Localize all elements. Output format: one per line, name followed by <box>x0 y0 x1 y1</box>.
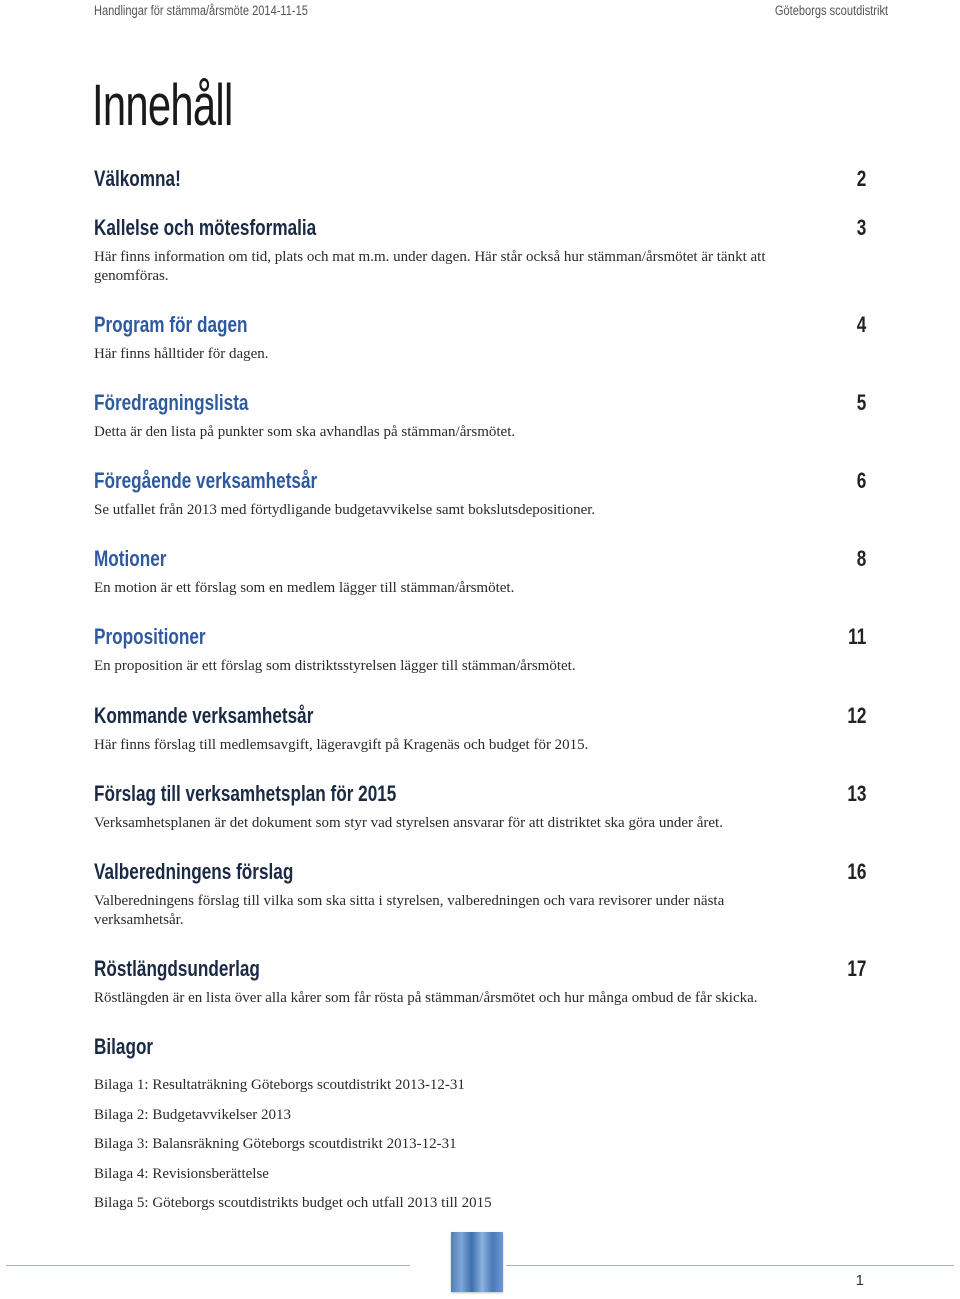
toc-entry-title: Föredragningslista <box>94 390 249 415</box>
page-number: 1 <box>855 1272 864 1289</box>
toc-entry-description: Här finns förslag till medlemsavgift, lägeravgift på Kragenäs och budget för 2015. <box>94 737 589 753</box>
toc-entry-description: En motion är ett förslag som en medlem lägger till stämman/årsmötet. <box>94 580 515 596</box>
page-title: Innehåll <box>92 73 233 138</box>
attachment-item: Bilaga 5: Göteborgs scoutdistrikts budget och utfall 2013 till 2015 <box>94 1195 492 1211</box>
footer-divider-left <box>6 1265 410 1266</box>
toc-entry-page: 2 <box>856 166 866 191</box>
toc-entry-page: 13 <box>846 781 866 806</box>
toc-entry-title: Föregående verksamhetsår <box>94 468 318 493</box>
toc-entry-title: Förslag till verksamhetsplan för 2015 <box>94 781 397 806</box>
toc-entry-propositioner[interactable] <box>94 623 866 676</box>
toc-entry-motioner[interactable] <box>94 545 866 598</box>
header-organization: Göteborgs scoutdistrikt <box>774 2 888 18</box>
toc-entry-page: 17 <box>846 956 866 981</box>
toc-entry-title: Kallelse och mötesformalia <box>94 215 317 240</box>
toc-entry-foregaende[interactable] <box>94 467 866 520</box>
toc-entry-title: Motioner <box>94 546 167 571</box>
attachment-item: Bilaga 1: Resultaträkning Göteborgs scoutdistrikt 2013-12-31 <box>94 1077 465 1093</box>
toc-entry-description: Här finns hålltider för dagen. <box>94 346 269 362</box>
toc-entry-kommande[interactable] <box>94 702 866 755</box>
toc-entry-page: 6 <box>856 468 866 493</box>
attachment-item: Bilaga 4: Revisionsberättelse <box>94 1165 269 1182</box>
footer-logo-graphic <box>451 1232 503 1292</box>
toc-entry-title: Valberedningens förslag <box>94 859 294 884</box>
attachment-item: Bilaga 3: Balansräkning Göteborgs scoutdistrikt 2013-12-31 <box>94 1136 457 1152</box>
toc-entry-page: 16 <box>846 859 866 884</box>
attachment-item: Bilaga 2: Budgetavvikelser 2013 <box>94 1106 292 1123</box>
toc-entry-page: 12 <box>846 703 866 728</box>
page-header <box>94 0 888 20</box>
toc-entry-title: Kommande verksamhetsår <box>94 703 314 728</box>
toc-entry-description: Här finns information om tid, plats och mat m.m. under dagen. Här står också hur stämman/årsmötet är tänkt att genomföras. <box>94 249 766 284</box>
toc-entry-description: Verksamhetsplanen är det dokument som styr vad styrelsen ansvarar för att distriktet ska göra under året. <box>94 815 723 831</box>
bilagor-heading: Bilagor <box>94 1034 154 1059</box>
toc-entry-valberedning[interactable] <box>94 858 866 930</box>
header-document-title: Handlingar för stämma/årsmöte 2014-11-15 <box>94 2 308 18</box>
toc-entry-verksamhetsplan[interactable] <box>94 780 866 833</box>
toc-entry-description: Röstlängden är en lista över alla kårer som får rösta på stämman/årsmötet och hur många ombud de får skicka. <box>94 990 758 1006</box>
toc-entry-foredragningslista[interactable] <box>94 389 866 442</box>
toc-entry-description: En proposition är ett förslag som distriktsstyrelsen lägger till stämman/årsmötet. <box>94 658 576 674</box>
toc-entry-page: 3 <box>856 215 866 240</box>
toc-entry-rostlangd[interactable] <box>94 955 866 1008</box>
toc-entry-page: 4 <box>856 312 866 337</box>
toc-entry-description: Valberedningens förslag till vilka som ska sitta i styrelsen, valberedningen och vara revisorer under nästa verksamhetsår. <box>94 893 725 928</box>
toc-entry-title: Röstlängdsunderlag <box>94 956 260 981</box>
toc-entry-page: 8 <box>856 546 866 571</box>
attachment-list <box>94 1071 492 1219</box>
toc-entry-title: Välkomna! <box>94 166 181 191</box>
toc-entry-page: 11 <box>847 624 866 649</box>
toc-entry-description: Detta är den lista på punkter som ska avhandlas på stämman/årsmötet. <box>94 424 516 440</box>
toc-entry-description: Se utfallet från 2013 med förtydligande budgetavvikelse samt bokslutsdepositioner. <box>94 502 596 518</box>
toc-entry-kallelse[interactable] <box>94 214 866 286</box>
toc-entry-title: Program för dagen <box>94 312 248 337</box>
toc-entry-title: Propositioner <box>94 624 206 649</box>
toc-entry-page: 5 <box>856 390 866 415</box>
footer-divider-right <box>506 1265 954 1266</box>
toc-entry-valkomna[interactable] <box>94 165 866 193</box>
toc-entry-program[interactable] <box>94 311 866 364</box>
